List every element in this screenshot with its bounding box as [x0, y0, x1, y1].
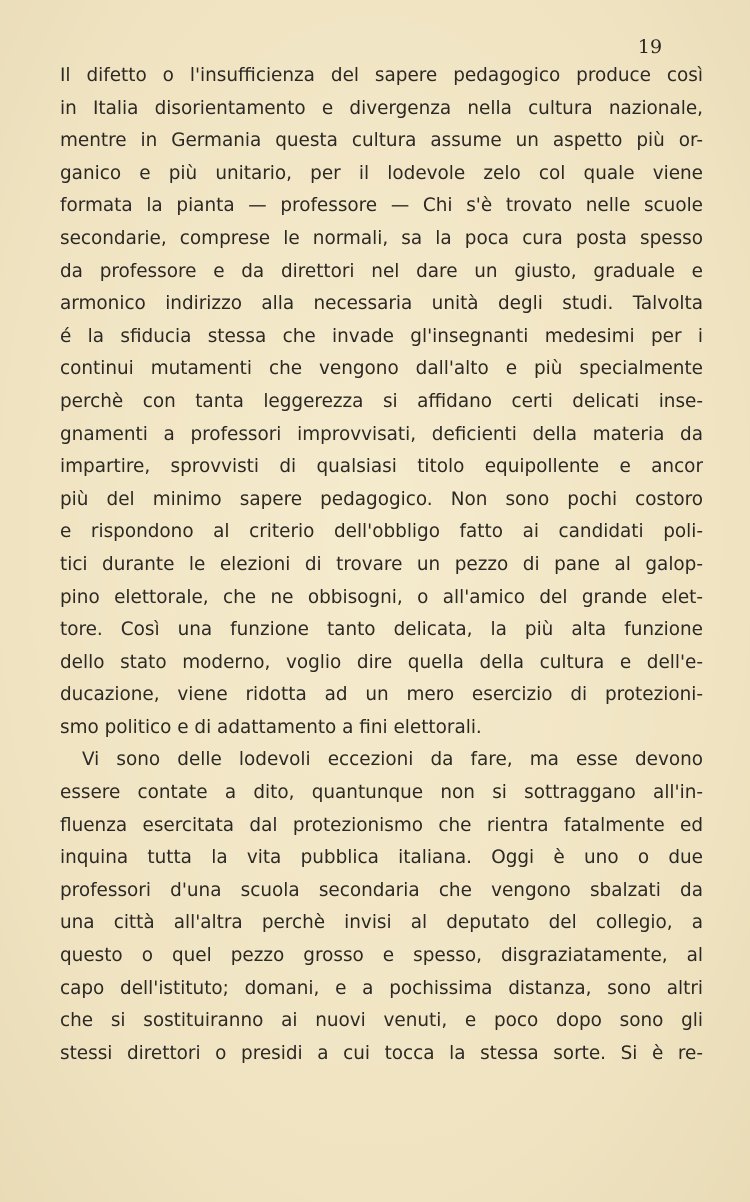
page-number: 19	[637, 36, 663, 58]
paragraph-2	[60, 744, 703, 1070]
text-line: pino elettorale, che ne obbisogni, o all'amico del grande elet-	[60, 586, 703, 608]
text-line: Vi sono delle lodevoli eccezioni da fare, ma esse devono	[82, 749, 703, 771]
text-line: che si sostituiranno ai nuovi venuti, e poco dopo sono gli	[60, 1010, 703, 1032]
text-line: da professore e da direttori nel dare un giusto, graduale e	[60, 260, 703, 282]
text-line: perchè con tanta leggerezza si affidano certi delicati inse-	[60, 390, 703, 412]
text-line: secondarie, comprese le normali, sa la poca cura posta spesso	[60, 227, 703, 249]
text-line: Il difetto o l'insufficienza del sapere pedagogico produce così	[60, 65, 703, 86]
text-line: capo dell'istituto; domani, e a pochissima distanza, sono altri	[60, 977, 703, 999]
text-line: fluenza esercitata dal protezionismo che rientra fatalmente ed	[60, 814, 703, 836]
text-line: inquina tutta la vita pubblica italiana. Oggi è uno o due	[60, 847, 703, 869]
paragraph-1	[60, 60, 703, 744]
text-line: é la sfiducia stessa che invade gl'insegnanti medesimi per i	[60, 325, 703, 347]
text-line: mentre in Germania questa cultura assume un aspetto più or-	[60, 130, 703, 152]
text-line: armonico indirizzo alla necessaria unità degli studi. Talvolta	[60, 293, 703, 315]
text-line: formata la pianta — professore — Chi s'è trovato nelle scuole	[60, 195, 703, 217]
text-line: una città all'altra perchè invisi al deputato del collegio, a	[60, 912, 703, 934]
text-line: in Italia disorientamento e divergenza nella cultura nazionale,	[60, 97, 703, 119]
text-line: dello stato moderno, voglio dire quella della cultura e dell'e-	[60, 651, 703, 673]
text-line: smo politico e di adattamento a fini elettorali.	[60, 716, 482, 738]
text-line: essere contate a dito, quantunque non si sottraggano all'in-	[60, 782, 703, 804]
text-line: più del minimo sapere pedagogico. Non sono pochi costoro	[60, 488, 703, 510]
text-line: ganico e più unitario, per il lodevole zelo col quale viene	[60, 162, 703, 184]
body-text	[60, 60, 703, 1070]
text-line: ducazione, viene ridotta ad un mero esercizio di protezioni-	[60, 684, 703, 706]
text-line: professori d'una scuola secondaria che vengono sbalzati da	[60, 879, 703, 901]
text-line: continui mutamenti che vengono dall'alto e più specialmente	[60, 358, 703, 380]
text-line: stessi direttori o presidi a cui tocca la stessa sorte. Si è re-	[60, 1042, 703, 1064]
text-line: gnamenti a professori improvvisati, deficienti della materia da	[60, 423, 703, 445]
text-line: impartire, sprovvisti di qualsiasi titolo equipollente e ancor	[60, 456, 703, 478]
text-line: questo o quel pezzo grosso e spesso, disgraziatamente, al	[60, 945, 703, 967]
text-line: e rispondono al criterio dell'obbligo fatto ai candidati poli-	[60, 521, 703, 543]
text-line: tore. Così una funzione tanto delicata, la più alta funzione	[60, 619, 703, 641]
text-line: tici durante le elezioni di trovare un pezzo di pane al galop-	[60, 553, 703, 575]
